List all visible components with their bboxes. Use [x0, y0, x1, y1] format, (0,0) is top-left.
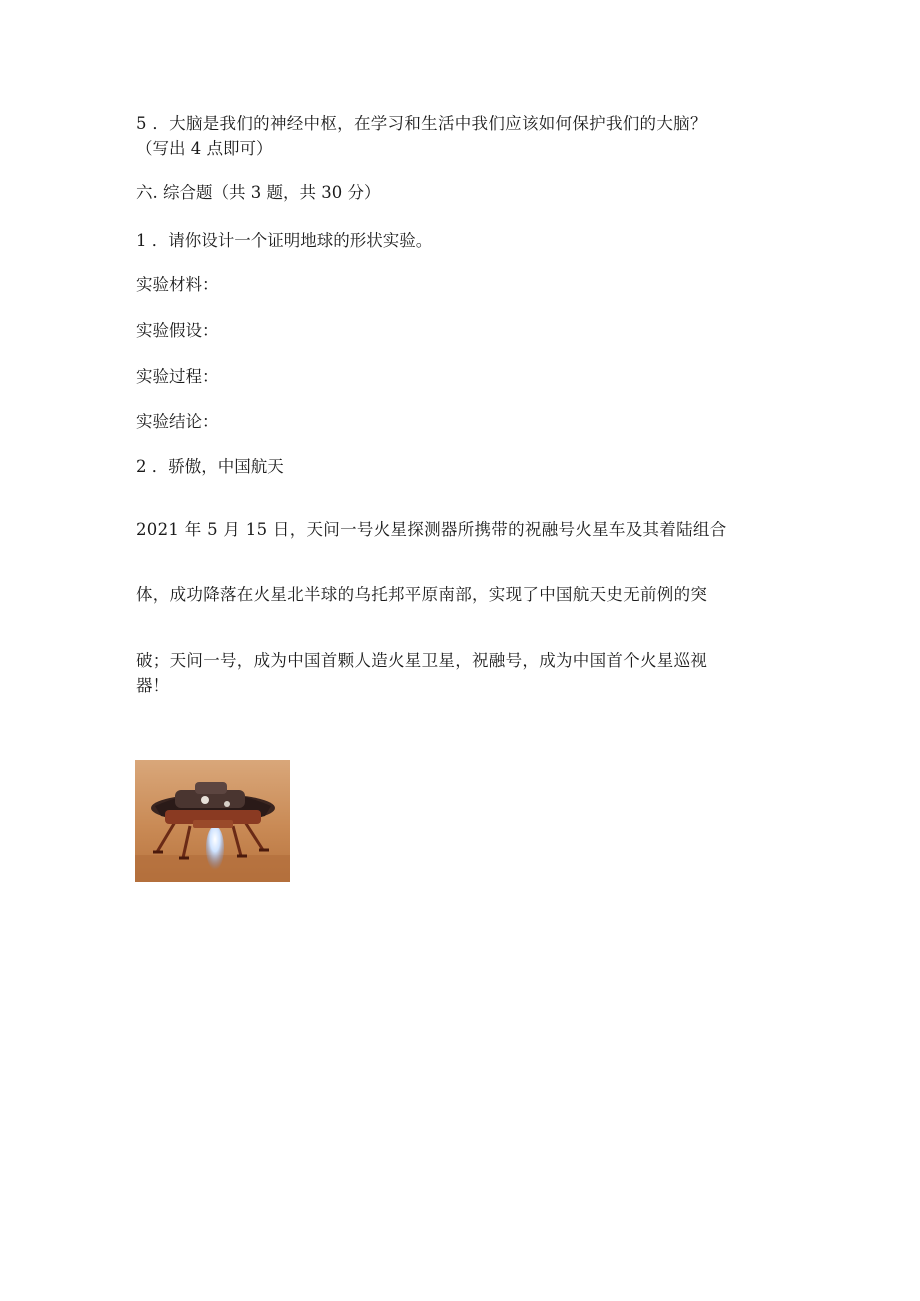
section-6-heading: 六. 综合题（共 3 题，共 30 分） — [136, 183, 381, 202]
experiment-process-label: 实验过程： — [136, 367, 219, 386]
experiment-conclusion-label: 实验结论： — [136, 412, 219, 431]
question-1-prompt: 1 ．请你设计一个证明地球的形状实验。 — [136, 231, 433, 250]
question-2-paragraph-line-1: 2021 年 5 月 15 日，天问一号火星探测器所携带的祝融号火星车及其着陆组合 — [136, 520, 727, 539]
experiment-materials-label: 实验材料： — [136, 275, 219, 294]
question-2-paragraph-line-4: 器！ — [136, 676, 169, 695]
question-2-paragraph-line-3: 破；天问一号，成为中国首颗人造火星卫星，祝融号，成为中国首个火星巡视 — [136, 651, 708, 670]
mars-lander-image — [135, 760, 290, 882]
question-5-line-1: 5 ．大脑是我们的神经中枢，在学习和生活中我们应该如何保护我们的大脑？ — [136, 114, 707, 133]
experiment-hypothesis-label: 实验假设： — [136, 321, 219, 340]
question-2-paragraph-line-2: 体，成功降落在火星北半球的乌托邦平原南部，实现了中国航天史无前例的突 — [136, 585, 708, 604]
question-2-title: 2 ．骄傲，中国航天 — [136, 457, 284, 476]
question-5-line-2: （写出 4 点即可） — [136, 139, 273, 158]
